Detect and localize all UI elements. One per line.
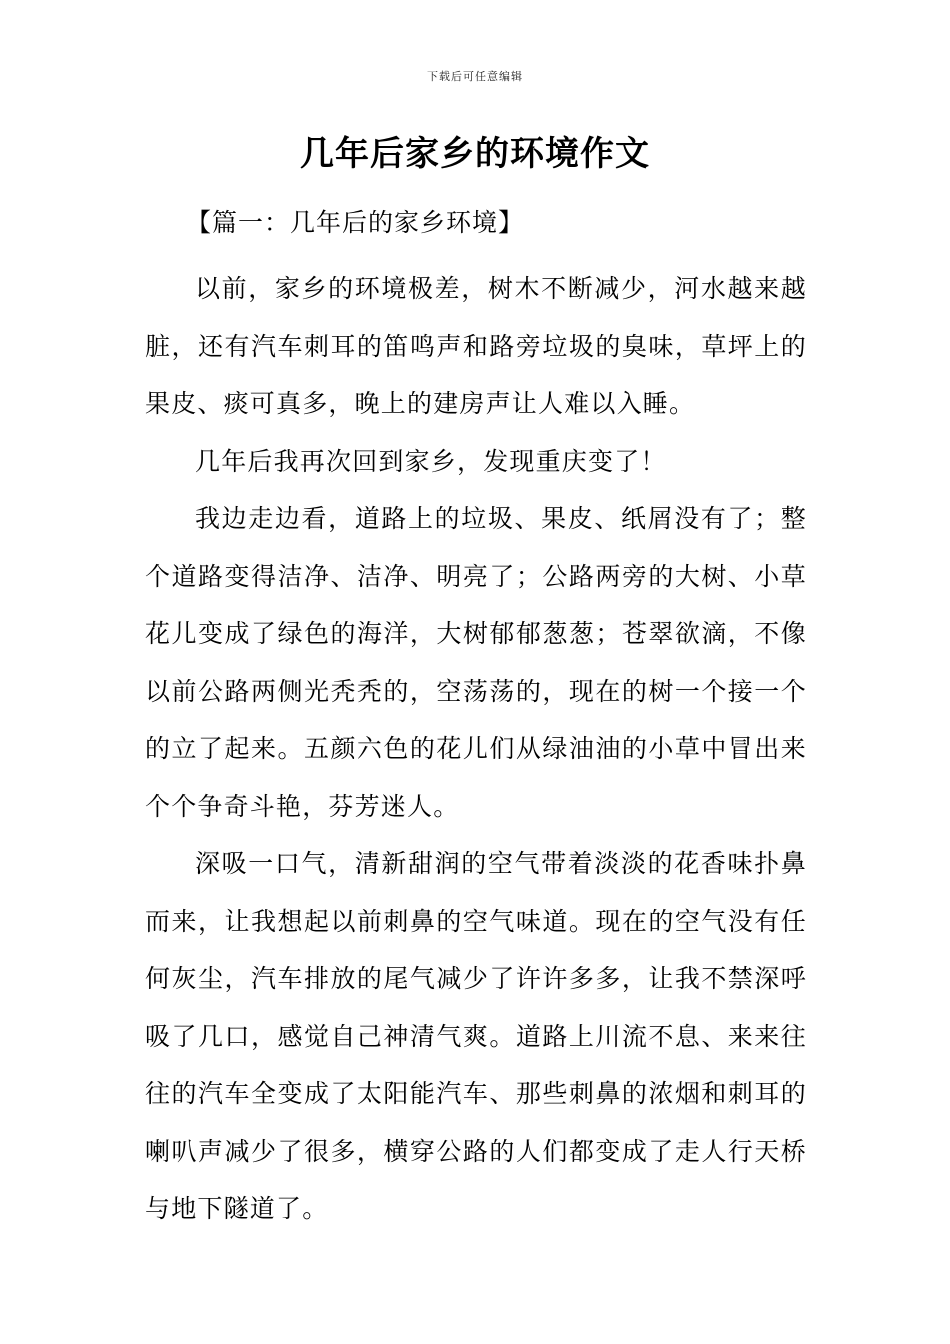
paragraph: 以前，家乡的环境极差，树木不断减少，河水越来越脏，还有汽车刺耳的笛鸣声和路旁垃圾的臭味，草坪上的果皮、痰可真多，晚上的建房声让人难以入睡。 — [145, 274, 807, 418]
body-text — [145, 260, 807, 1238]
document-title: 几年后家乡的环境作文 — [300, 134, 650, 174]
paragraph: 几年后我再次回到家乡，发现重庆变了！ — [195, 446, 667, 476]
paragraph: 深吸一口气，清新甜润的空气带着淡淡的花香味扑鼻而来，让我想起以前刺鼻的空气味道。现在的空气没有任何灰尘，汽车排放的尾气减少了许许多多，让我不禁深呼吸了几口，感觉自己神清气爽。道路上川流不息、来来往往的汽车全变成了太阳能汽车、那些刺鼻的浓烟和刺耳的喇叭声减少了很多，横穿公路的人们都变成了走人行天桥与地下隧道了。 — [145, 849, 807, 1223]
header-note: 下载后可任意编辑 — [427, 70, 523, 83]
section-heading: 【篇一：几年后的家乡环境】 — [186, 208, 525, 237]
paragraph: 我边走边看，道路上的垃圾、果皮、纸屑没有了；整个道路变得洁净、洁净、明亮了；公路两旁的大树、小草花儿变成了绿色的海洋，大树郁郁葱葱；苍翠欲滴，不像以前公路两侧光秃秃的，空荡荡的，现在的树一个接一个的立了起来。五颜六色的花儿们从绿油油的小草中冒出来个个争奇斗艳，芬芳迷人。 — [145, 504, 807, 821]
